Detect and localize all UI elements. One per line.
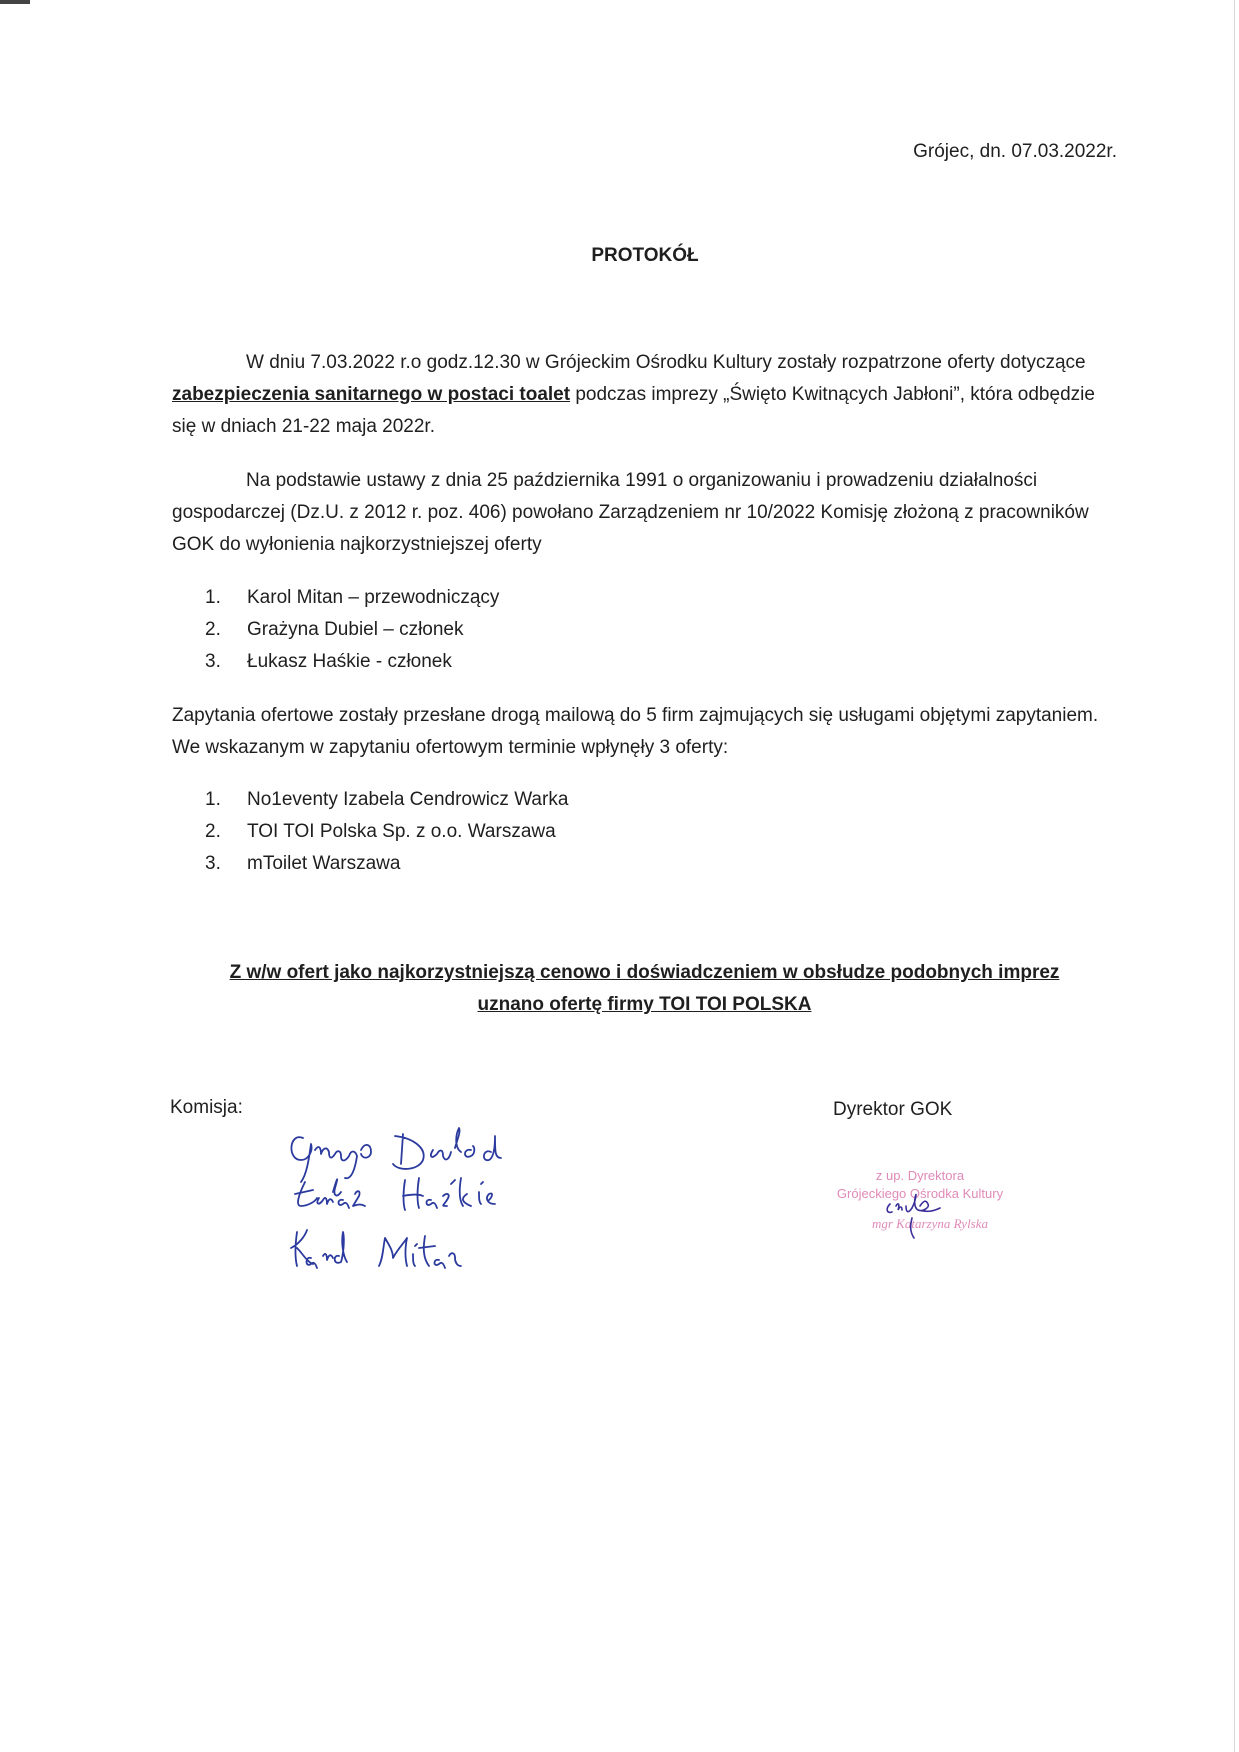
document-title: PROTOKÓŁ [591, 245, 699, 266]
stamp-line2: Grójeckiego Ośrodka Kultury [836, 1186, 1004, 1201]
conclusion-line2: uznano ofertę firmy TOI TOI POLSKA [477, 994, 812, 1015]
paragraph-intro-part2: podczas imprezy „Święto Kwitnących Jabłoni”, która odbędzie się w dniach 21-22 maja 2022r. [172, 384, 1095, 437]
director-label: Dyrektor GOK [833, 1099, 953, 1120]
list-item: 1. Karol Mitan – przewodniczący [205, 587, 500, 608]
list-item: 2. Grażyna Dubiel – członek [205, 619, 464, 640]
paragraph-inquiries: Zapytania ofertowe zostały przesłane drogą mailową do 5 firm zajmujących się usługami objętymi zapytaniem. We wskazanym w zapytaniu ofertowym terminie wpłynęły 3 oferty: [172, 705, 1099, 758]
list-item: 3. mToilet Warszawa [205, 853, 401, 874]
paragraph-intro-part1: W dniu 7.03.2022 r.o godz.12.30 w Grójeckim Ośrodku Kultury zostały rozpatrzone oferty dotyczące [246, 352, 1086, 373]
paragraph-intro-emphasis: zabezpieczenia sanitarnego w postaci toalet [172, 384, 571, 405]
signature-grazyna-dubiel [291, 1128, 501, 1182]
list-item: 3. Łukasz Haśkie - członek [205, 651, 452, 672]
paragraph-intro [172, 347, 1117, 443]
conclusion-line1: Z w/w ofert jako najkorzystniejszą cenowo i doświadczeniem w obsłudze podobnych imprez [229, 962, 1060, 983]
scan-corner-mark [0, 0, 30, 4]
signature-karol-mitan [291, 1230, 461, 1268]
stamp-line1: z up. Dyrektora [875, 1168, 965, 1183]
conclusion [172, 957, 1117, 1021]
commission-signatures [285, 1120, 605, 1320]
paragraph-legal-basis [172, 465, 1117, 561]
document-date: Grójec, dn. 07.03.2022r. [913, 141, 1117, 162]
commission-label: Komisja: [170, 1097, 243, 1118]
paragraph-legal-basis-text: Na podstawie ustawy z dnia 25 października 1991 o organizowaniu i prowadzeniu działalności gospodarczej (Dz.U. z 2012 r. poz. 406) powołano Zarządzeniem nr 10/2022 Komisję złożoną z pracowników GOK do wyłonienia najkorzystniejszej oferty [172, 470, 1089, 555]
commission-members-list [205, 582, 499, 678]
stamp-line3: mgr Katarzyna Rylska [871, 1216, 989, 1231]
signature-lukasz-haskie [295, 1178, 495, 1210]
list-item: 2. TOI TOI Polska Sp. z o.o. Warszawa [205, 821, 556, 842]
offers-list [205, 784, 568, 880]
list-item: 1. No1eventy Izabela Cendrowicz Warka [205, 789, 569, 810]
director-stamp [800, 1160, 1040, 1260]
